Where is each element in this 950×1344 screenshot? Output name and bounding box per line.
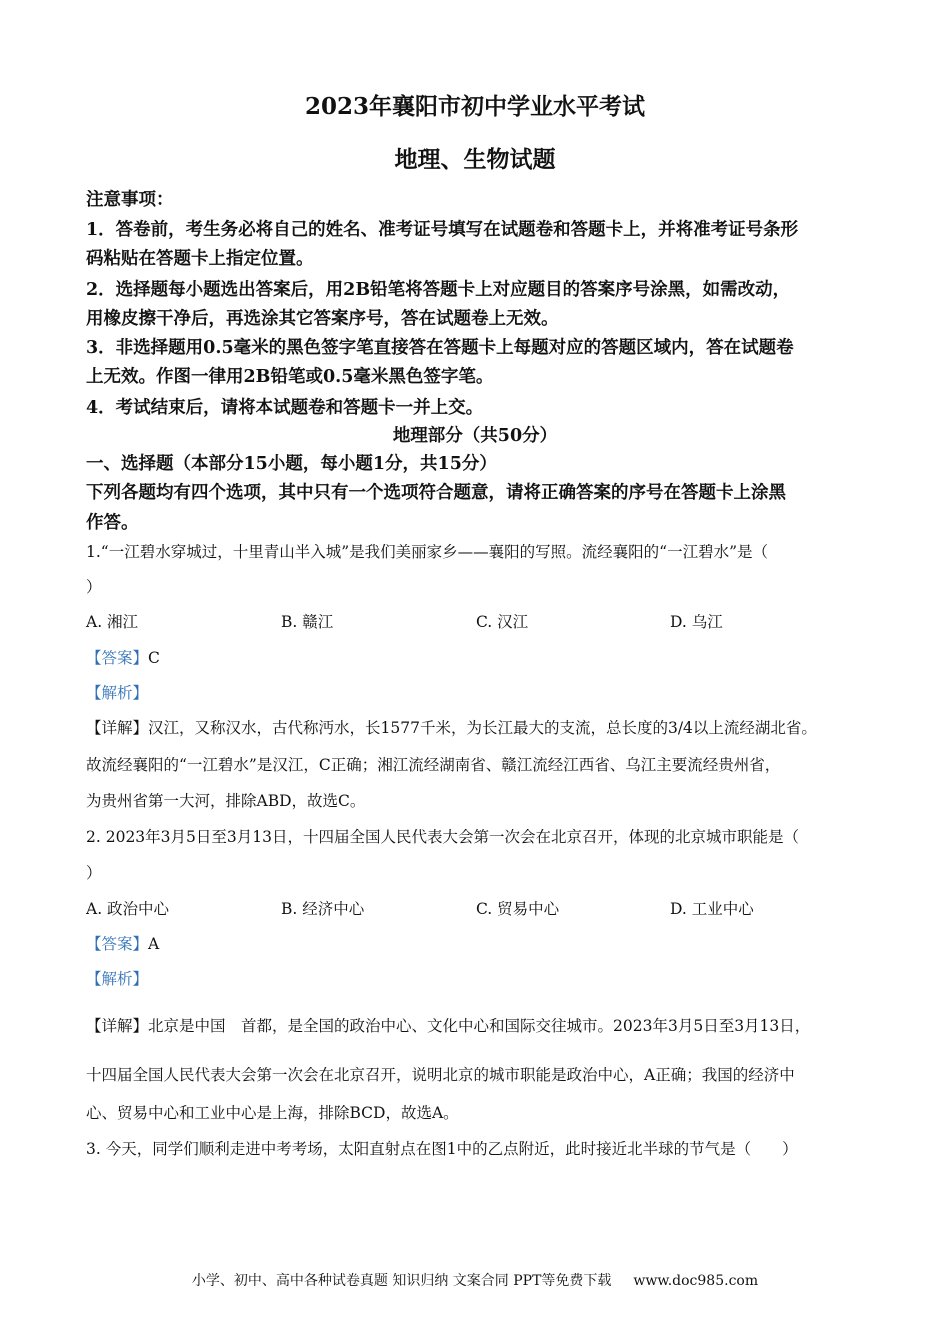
question-3-stem: 3. 今天，同学们顺利走进中考考场，太阳直射点在图1中的乙点附近，此时接近北半球的节气是（ ） xyxy=(86,1140,798,1158)
notice-line: 4．考试结束后，请将本试题卷和答题卡一并上交。 xyxy=(86,398,484,418)
detail-tag: 【详解】 xyxy=(86,1017,149,1035)
notice-line: 2．选择题每小题选出答案后，用2B铅笔将答题卡上对应题目的答案序号涂黑，如需改动， xyxy=(86,280,791,300)
instruction-line: 作答。 xyxy=(86,513,139,533)
analysis-tag: 【解析】 xyxy=(86,684,149,702)
question-1-stem: 1.“一江碧水穿城过，十里青山半入城”是我们美丽家乡——襄阳的写照。流经襄阳的“一江碧水”是（ xyxy=(86,543,768,561)
question-2-detail xyxy=(86,1014,810,1036)
notice-line: 用橡皮擦干净后，再选涂其它答案序号，答在试题卷上无效。 xyxy=(86,309,559,329)
question-2-option-a: A. 政治中心 xyxy=(86,900,170,918)
section-title: 地理部分（共50分） xyxy=(392,426,558,446)
footer-site-link[interactable]: www.doc985.com xyxy=(633,1273,759,1289)
exam-title: 2023年襄阳市初中学业水平考试 xyxy=(304,93,645,120)
question-2-stem-end: ） xyxy=(86,864,102,882)
answer-tag: 【答案】 xyxy=(86,935,149,953)
question-2-stem: 2. 2023年3月5日至3月13日，十四届全国人民代表大会第一次会在北京召开，体现的北京城市职能是（ xyxy=(86,828,799,846)
question-2-analysis-tag xyxy=(86,967,148,989)
question-1-option-d: D. 乌江 xyxy=(670,613,723,631)
notice-line: 码粘贴在答题卡上指定位置。 xyxy=(86,249,314,269)
notice-line: 上无效。作图一律用2B铅笔或0.5毫米黑色签字笔。 xyxy=(86,367,494,387)
question-1-option-b: B. 赣江 xyxy=(281,613,334,631)
detail-tag: 【详解】 xyxy=(86,719,149,737)
question-1-answer xyxy=(86,646,160,668)
part-title: 一、选择题（本部分15小题，每小题1分，共15分） xyxy=(86,454,497,474)
page-footer xyxy=(0,1270,950,1290)
question-2-option-b: B. 经济中心 xyxy=(281,900,365,918)
question-2-option-d: D. 工业中心 xyxy=(670,900,754,918)
footer-text: 小学、初中、高中各种试卷真题 知识归纳 文案合同 PPT等免费下载 xyxy=(191,1273,612,1289)
answer-tag: 【答案】 xyxy=(86,649,149,667)
question-1-detail-line: 故流经襄阳的“一江碧水”是汉江，C正确；湘江流经湖南省、赣江流经江西省、乌江主要流经贵州省， xyxy=(86,756,781,774)
instruction-line: 下列各题均有四个选项，其中只有一个选项符合题意，请将正确答案的序号在答题卡上涂黑 xyxy=(86,483,786,503)
question-1-option-c: C. 汉江 xyxy=(476,613,529,631)
question-1-analysis-tag xyxy=(86,681,148,703)
detail-text: 汉江，又称汉水，古代称沔水，长1577千米，为长江最大的支流，总长度的3/4以上流经湖北省。 xyxy=(148,719,817,737)
answer-value: C xyxy=(148,649,160,667)
question-1-detail xyxy=(86,716,817,738)
answer-value: A xyxy=(148,935,160,953)
notice-heading: 注意事项： xyxy=(86,190,174,210)
question-1-detail-line: 为贵州省第一大河，排除ABD，故选C。 xyxy=(86,792,366,810)
detail-text: 北京是中国 首都，是全国的政治中心、文化中心和国际交往城市。2023年3月5日至3月13日， xyxy=(148,1017,811,1035)
question-1-option-a: A. 湘江 xyxy=(86,613,139,631)
question-1-stem-end: ） xyxy=(86,578,102,596)
question-2-option-c: C. 贸易中心 xyxy=(476,900,560,918)
analysis-tag: 【解析】 xyxy=(86,970,149,988)
question-2-answer xyxy=(86,932,159,954)
question-2-detail-line: 心、贸易中心和工业中心是上海，排除BCD，故选A。 xyxy=(86,1104,459,1122)
question-2-detail-line: 十四届全国人民代表大会第一次会在北京召开，说明北京的城市职能是政治中心，A正确；我国的经济中 xyxy=(86,1066,795,1084)
notice-line: 3．非选择题用0.5毫米的黑色签字笔直接答在答题卡上每题对应的答题区域内，答在试题卷 xyxy=(86,338,794,358)
exam-subtitle: 地理、生物试题 xyxy=(394,146,556,173)
notice-line: 1．答卷前，考生务必将自己的姓名、准考证号填写在试题卷和答题卡上，并将准考证号条形 xyxy=(86,220,799,240)
